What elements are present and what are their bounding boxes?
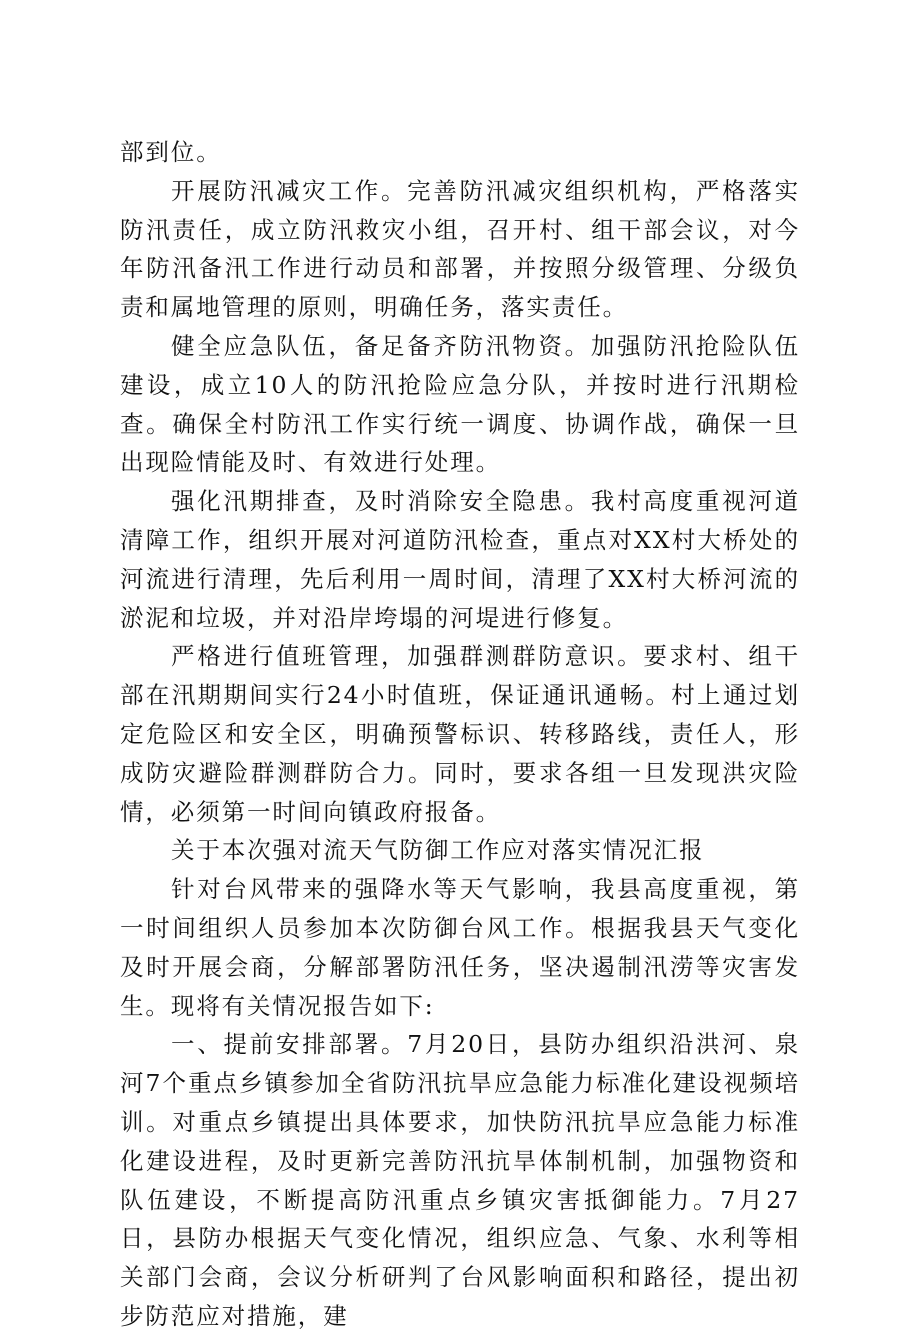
report-title: 关于本次强对流天气防御工作应对落实情况汇报 <box>171 836 705 865</box>
paragraph-emergency-team: 健全应急队伍，备足备齐防汛物资。加强防汛抢险队伍建设，成立10人的防汛抢险应急分队，并按时进行汛期检查。确保全村防汛工作实行统一调度、协调作战，确保一旦出现险情能及时、有效进行处理。 <box>120 331 800 477</box>
paragraph-section-one: 一、提前安排部署。7月20日，县防办组织沿洪河、泉河7个重点乡镇参加全省防汛抗旱应急能力标准化建设视频培训。对重点乡镇提出具体要求，加快防汛抗旱应急能力标准化建设进程，及时更新完善防汛抗旱体制机制，加强物资和队伍建设，不断提高防汛重点乡镇灾害抵御能力。7月27日，县防办根据天气变化情况，组织应急、气象、水利等相关部门会商，会议分析研判了台风影响面积和路径，提出初步防范应对措施，建 <box>120 1030 800 1330</box>
document-body <box>120 133 800 1336</box>
paragraph-report-intro: 针对台风带来的强降水等天气影响，我县高度重视，第一时间组织人员参加本次防御台风工作。根据我县天气变化及时开展会商，分解部署防汛任务，坚决遏制汛涝等灾害发生。现将有关情况报告如下: <box>120 875 800 1020</box>
paragraph-duty-management: 严格进行值班管理，加强群测群防意识。要求村、组干部在汛期期间实行24小时值班，保证通讯通畅。村上通过划定危险区和安全区，明确预警标识、转移路线，责任人，形成防灾避险群测群防合力。同时，要求各组一旦发现洪灾险情，必须第一时间向镇政府报备。 <box>120 642 800 826</box>
paragraph-continuation: 部到位。 <box>120 138 222 166</box>
paragraph-flood-work: 开展防汛减灾工作。完善防汛减灾组织机构，严格落实防汛责任，成立防汛救灾小组，召开村、组干部会议，对今年防汛备汛工作进行动员和部署，并按照分级管理、分级负责和属地管理的原则，明确任务，落实责任。 <box>120 176 800 322</box>
paragraph-inspection: 强化汛期排查，及时消除安全隐患。我村高度重视河道清障工作，组织开展对河道防汛检查，重点对XX村大桥处的河流进行清理，先后利用一周时间，清理了XX村大桥河流的淤泥和垃圾，并对沿岸垮塌的河堤进行修复。 <box>120 487 800 632</box>
